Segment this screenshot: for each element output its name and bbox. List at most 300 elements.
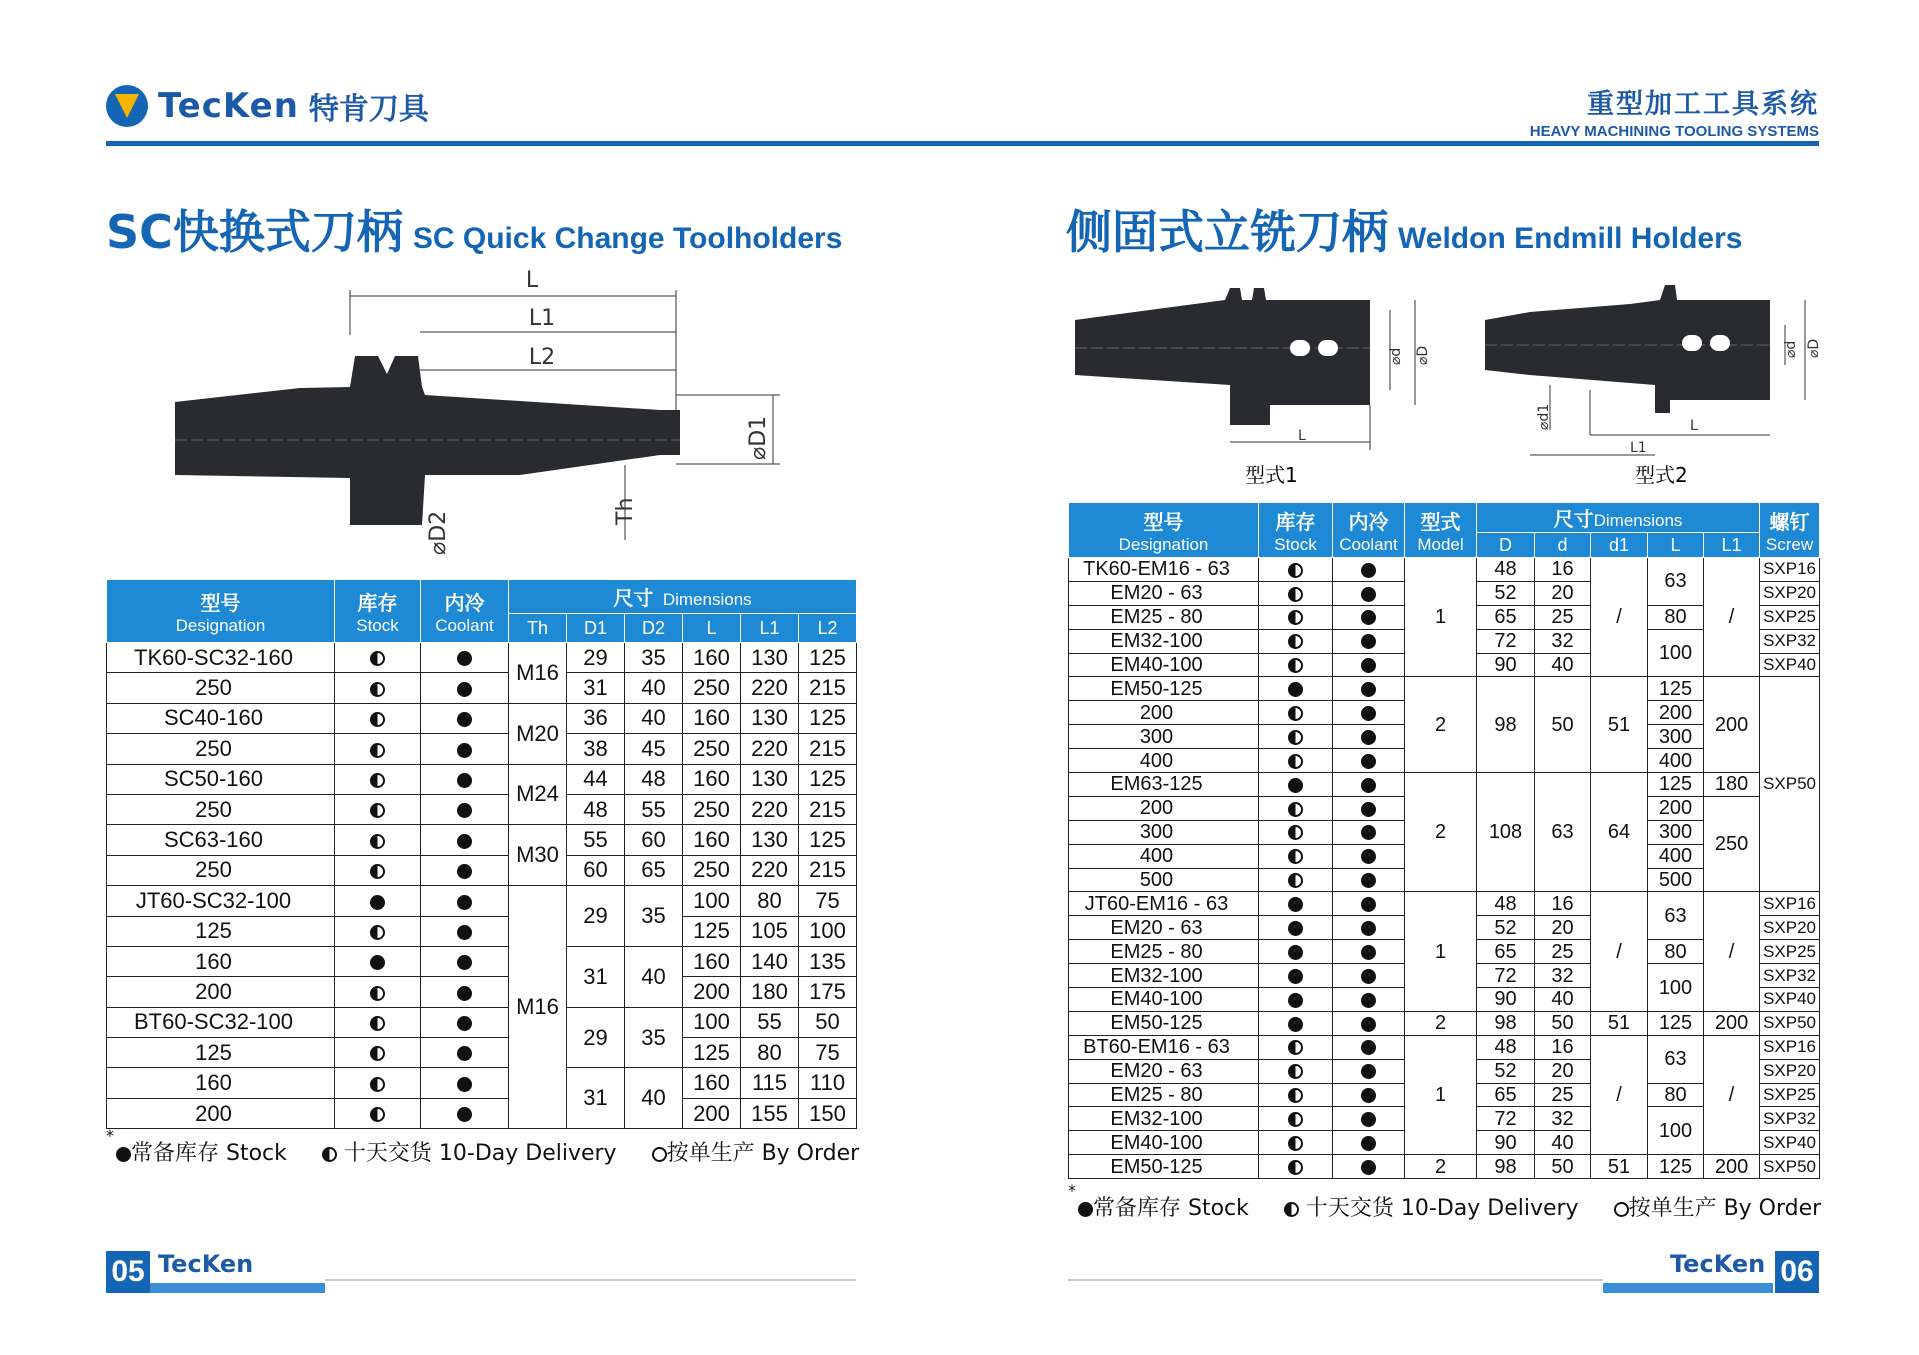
coolant-cell (421, 734, 509, 764)
stock-symbol-icon (1361, 1064, 1376, 1079)
stock-symbol-icon (1361, 921, 1376, 936)
l-cell: 160 (683, 825, 741, 855)
coolant-cell (1333, 940, 1405, 964)
footer-brand-left: TecKen (158, 1250, 254, 1278)
stock-symbol-icon (1288, 778, 1303, 793)
stock-cell (1259, 1131, 1333, 1155)
L1-cell: 200 (1704, 1155, 1760, 1179)
d-cell: 32 (1535, 1107, 1591, 1131)
col-th: Th (509, 614, 567, 643)
stock-cell (1259, 725, 1333, 749)
D-cell: 48 (1477, 1035, 1535, 1059)
L-cell: 100 (1648, 964, 1704, 1012)
stock-cell (1259, 892, 1333, 916)
d-cell: 16 (1535, 558, 1591, 582)
stock-cell (335, 673, 421, 703)
table-row (107, 977, 857, 1007)
D-cell: 98 (1477, 1155, 1535, 1179)
d-cell: 50 (1535, 677, 1591, 773)
stock-cell (1259, 581, 1333, 605)
stock-symbol-icon (1361, 849, 1376, 864)
D-cell: 72 (1477, 629, 1535, 653)
model-cell: 1 (1405, 558, 1477, 677)
stock-cell (1259, 605, 1333, 629)
L-cell: 125 (1648, 677, 1704, 701)
catalog-heading-cn: 重型加工工具系统 (1587, 89, 1819, 120)
ten-day-symbol-icon (370, 773, 385, 788)
table-row (1069, 892, 1820, 916)
D-cell: 65 (1477, 605, 1535, 629)
stock-symbol-icon (457, 1107, 472, 1122)
coolant-cell (1333, 844, 1405, 868)
stock-cell (1259, 1107, 1333, 1131)
table-row (107, 643, 857, 673)
th-cell: M16 (509, 643, 567, 704)
stock-symbol-icon (457, 1077, 472, 1092)
table-row (107, 916, 857, 946)
sc-toolholder-table (106, 579, 857, 1129)
designation-cell: EM50-125 (1069, 677, 1259, 701)
coolant-cell (1333, 1035, 1405, 1059)
l2-cell: 215 (799, 734, 857, 764)
designation-cell: 300 (1069, 820, 1259, 844)
coolant-cell (1333, 1131, 1405, 1155)
D-cell: 48 (1477, 892, 1535, 916)
dim-label-L: L (525, 268, 539, 293)
designation-cell: EM40-100 (1069, 653, 1259, 677)
ten-day-symbol-icon (370, 743, 385, 758)
coolant-cell (1333, 629, 1405, 653)
ten-day-symbol-icon (370, 1107, 385, 1122)
d-cell: 25 (1535, 940, 1591, 964)
l-cell: 200 (683, 1098, 741, 1128)
screw-cell: SXP20 (1760, 581, 1820, 605)
stock-symbol-icon (457, 1016, 472, 1031)
r-col-D: D (1477, 533, 1535, 558)
stock-symbol-icon (457, 895, 472, 910)
r-col-stock: 库存 Stock (1259, 503, 1333, 558)
footer-line-left (325, 1279, 856, 1281)
ten-day-symbol-icon (1288, 802, 1303, 817)
stock-cell (1259, 1155, 1333, 1179)
l1-cell: 80 (741, 886, 799, 916)
d2-cell: 48 (625, 764, 683, 794)
ten-day-symbol-icon (1288, 1088, 1303, 1103)
stock-cell (335, 886, 421, 916)
ten-day-symbol-icon (322, 1147, 337, 1162)
stock-cell (1259, 820, 1333, 844)
L-cell: 125 (1648, 773, 1704, 797)
l-cell: 250 (683, 734, 741, 764)
D-cell: 98 (1477, 1011, 1535, 1035)
stock-symbol-icon (1361, 993, 1376, 1008)
ten-day-symbol-icon (370, 712, 385, 727)
table-row (107, 673, 857, 703)
stock-cell (1259, 916, 1333, 940)
header-rule (106, 141, 1819, 146)
designation-cell: 250 (107, 855, 335, 885)
footer-bar-right (1603, 1283, 1773, 1293)
stock-symbol-icon (1361, 658, 1376, 673)
d-cell: 40 (1535, 653, 1591, 677)
stock-symbol-icon (370, 955, 385, 970)
screw-cell: SXP25 (1760, 940, 1820, 964)
L-cell: 100 (1648, 629, 1704, 677)
designation-cell: 250 (107, 794, 335, 824)
designation-cell: EM63-125 (1069, 773, 1259, 797)
coolant-cell (1333, 725, 1405, 749)
designation-cell: BT60-SC32-100 (107, 1007, 335, 1037)
d1-cell: 29 (567, 643, 625, 673)
designation-cell: 250 (107, 734, 335, 764)
left-title-cn: SC快换式刀柄 (106, 205, 403, 259)
table-row (1069, 677, 1820, 701)
coolant-cell (421, 886, 509, 916)
stock-symbol-icon (1361, 754, 1376, 769)
stock-symbol-icon (457, 773, 472, 788)
d1-cell: 51 (1591, 1155, 1648, 1179)
stock-symbol-icon (457, 986, 472, 1001)
l2-cell: 215 (799, 794, 857, 824)
stock-cell (335, 1068, 421, 1098)
ten-day-symbol-icon (1288, 1064, 1303, 1079)
coolant-cell (1333, 796, 1405, 820)
ten-day-symbol-icon (1288, 730, 1303, 745)
stock-cell (335, 643, 421, 673)
weldon-type1-body (1075, 288, 1370, 425)
screw-cell: SXP16 (1760, 1035, 1820, 1059)
screw-cell: SXP50 (1760, 1155, 1820, 1179)
weldon-holder-diagrams (1070, 280, 1820, 490)
stock-symbol-icon (1361, 610, 1376, 625)
dim-label-D2: ⌀D2 (426, 510, 451, 555)
r-col-dimensions: 尺寸Dimensions (1477, 503, 1760, 533)
coolant-cell (1333, 558, 1405, 582)
D-cell: 72 (1477, 1107, 1535, 1131)
d1-cell: 31 (567, 946, 625, 1007)
stock-symbol-icon (1361, 1017, 1376, 1032)
designation-cell: JT60-SC32-100 (107, 886, 335, 916)
d2-cell: 40 (625, 1068, 683, 1129)
t2-label-L1: L1 (1630, 440, 1647, 456)
l-cell: 250 (683, 855, 741, 885)
designation-cell: EM50-125 (1069, 1011, 1259, 1035)
L1-cell: 200 (1704, 677, 1760, 773)
screw-cell: SXP16 (1760, 558, 1820, 582)
L-cell: 80 (1648, 605, 1704, 629)
stock-symbol-icon (457, 834, 472, 849)
l1-cell: 80 (741, 1038, 799, 1068)
coolant-cell (1333, 892, 1405, 916)
t2-label-d: ⌀d (1783, 340, 1799, 358)
l2-cell: 175 (799, 977, 857, 1007)
ten-day-symbol-icon (370, 803, 385, 818)
stock-cell (335, 855, 421, 885)
stock-cell (1259, 940, 1333, 964)
stock-symbol-icon (1361, 1160, 1376, 1175)
L-cell: 200 (1648, 701, 1704, 725)
stock-symbol-icon (1361, 897, 1376, 912)
screw-cell: SXP50 (1760, 1011, 1820, 1035)
ten-day-symbol-icon (370, 1016, 385, 1031)
l-cell: 160 (683, 946, 741, 976)
ten-day-symbol-icon (370, 682, 385, 697)
designation-cell: EM32-100 (1069, 964, 1259, 988)
table-row (1069, 558, 1820, 582)
coolant-cell (421, 673, 509, 703)
stock-cell (1259, 1083, 1333, 1107)
screw-cell: SXP50 (1760, 677, 1820, 892)
stock-symbol-icon (116, 1147, 131, 1162)
coolant-cell (421, 794, 509, 824)
L1-cell: 250 (1704, 796, 1760, 892)
coolant-cell (1333, 1059, 1405, 1083)
table-row (1069, 1011, 1820, 1035)
L1-cell: 200 (1704, 1011, 1760, 1035)
d1-cell: 29 (567, 1007, 625, 1068)
stock-symbol-icon (457, 925, 472, 940)
L1-cell: / (1704, 1035, 1760, 1154)
designation-cell: EM40-100 (1069, 988, 1259, 1012)
D-cell: 52 (1477, 916, 1535, 940)
stock-symbol-icon (1361, 945, 1376, 960)
footer-brand-right: TecKen (1670, 1250, 1766, 1278)
d-cell: 20 (1535, 581, 1591, 605)
stock-symbol-icon (457, 682, 472, 697)
l1-cell: 180 (741, 977, 799, 1007)
col-d1: D1 (567, 614, 625, 643)
l1-cell: 130 (741, 764, 799, 794)
designation-cell: 300 (1069, 725, 1259, 749)
designation-cell: SC50-160 (107, 764, 335, 794)
l-cell: 100 (683, 886, 741, 916)
coolant-cell (421, 855, 509, 885)
D-cell: 52 (1477, 1059, 1535, 1083)
d1-cell: 36 (567, 703, 625, 733)
coolant-cell (1333, 773, 1405, 797)
t1-label-D: ⌀D (1415, 345, 1431, 365)
stock-symbol-icon (1361, 1040, 1376, 1055)
screw-cell: SXP32 (1760, 1107, 1820, 1131)
l1-cell: 220 (741, 673, 799, 703)
stock-symbol-icon (457, 712, 472, 727)
L-cell: 400 (1648, 749, 1704, 773)
table-row (107, 703, 857, 733)
d2-cell: 40 (625, 703, 683, 733)
ten-day-symbol-icon (370, 986, 385, 1001)
d-cell: 32 (1535, 629, 1591, 653)
stock-symbol-icon (1288, 1017, 1303, 1032)
right-title-cn: 侧固式立铣刀柄 (1066, 205, 1388, 259)
l-cell: 100 (683, 1007, 741, 1037)
coolant-cell (1333, 653, 1405, 677)
l1-cell: 130 (741, 825, 799, 855)
designation-cell: 200 (107, 977, 335, 1007)
stock-symbol-icon (457, 1046, 472, 1061)
col-dimensions: 尺寸 Dimensions (509, 580, 857, 614)
stock-cell (335, 825, 421, 855)
col-l2: L2 (799, 614, 857, 643)
right-legend: * 常备库存 Stock 十天交货 10-Day Delivery 按单生产 By Order (1068, 1181, 1822, 1221)
L1-cell: / (1704, 558, 1760, 677)
stock-cell (1259, 796, 1333, 820)
d1-cell: 31 (567, 673, 625, 703)
d-cell: 40 (1535, 988, 1591, 1012)
d-cell: 50 (1535, 1155, 1591, 1179)
d-cell: 63 (1535, 773, 1591, 892)
r-col-d1: d1 (1591, 533, 1648, 558)
l-cell: 250 (683, 794, 741, 824)
col-d2: D2 (625, 614, 683, 643)
d1-cell: / (1591, 892, 1648, 1011)
stock-cell (1259, 558, 1333, 582)
order-symbol-icon (652, 1147, 667, 1162)
brand-logo (106, 84, 429, 128)
designation-cell: 125 (107, 1038, 335, 1068)
coolant-cell (421, 1007, 509, 1037)
d2-cell: 40 (625, 673, 683, 703)
stock-cell (335, 703, 421, 733)
r-col-L1: L1 (1704, 533, 1760, 558)
L-cell: 125 (1648, 1011, 1704, 1035)
model-cell: 2 (1405, 1011, 1477, 1035)
ten-day-symbol-icon (1288, 1136, 1303, 1151)
stock-cell (1259, 868, 1333, 892)
coolant-cell (1333, 605, 1405, 629)
catalog-heading (1530, 82, 1819, 140)
l2-cell: 125 (799, 703, 857, 733)
designation-cell: EM40-100 (1069, 1131, 1259, 1155)
coolant-cell (421, 916, 509, 946)
l2-cell: 100 (799, 916, 857, 946)
l-cell: 125 (683, 916, 741, 946)
coolant-cell (1333, 1107, 1405, 1131)
coolant-cell (421, 1068, 509, 1098)
stock-cell (335, 764, 421, 794)
l2-cell: 50 (799, 1007, 857, 1037)
designation-cell: 125 (107, 916, 335, 946)
L-cell: 100 (1648, 1107, 1704, 1155)
left-title-en: SC Quick Change Toolholders (412, 222, 843, 255)
ten-day-symbol-icon (370, 864, 385, 879)
screw-cell: SXP32 (1760, 629, 1820, 653)
ten-day-symbol-icon (370, 925, 385, 940)
coolant-cell (1333, 820, 1405, 844)
stock-symbol-icon (1361, 682, 1376, 697)
ten-day-symbol-icon (1288, 1112, 1303, 1127)
coolant-cell (1333, 988, 1405, 1012)
ten-day-symbol-icon (370, 1046, 385, 1061)
stock-cell (1259, 964, 1333, 988)
L-cell: 125 (1648, 1155, 1704, 1179)
footer-line-right (1068, 1279, 1603, 1281)
l-cell: 250 (683, 673, 741, 703)
d-cell: 16 (1535, 892, 1591, 916)
l1-cell: 220 (741, 855, 799, 885)
stock-symbol-icon (1361, 825, 1376, 840)
coolant-cell (1333, 701, 1405, 725)
ten-day-symbol-icon (1288, 825, 1303, 840)
L-cell: 63 (1648, 558, 1704, 606)
d1-cell: 51 (1591, 677, 1648, 773)
ten-day-symbol-icon (1284, 1202, 1299, 1217)
screw-cell: SXP20 (1760, 1059, 1820, 1083)
ten-day-symbol-icon (370, 1077, 385, 1092)
D-cell: 98 (1477, 677, 1535, 773)
d1-cell: / (1591, 1035, 1648, 1154)
dim-label-L1: L1 (528, 306, 556, 331)
d2-cell: 65 (625, 855, 683, 885)
stock-cell (335, 1007, 421, 1037)
table-row (107, 794, 857, 824)
stock-symbol-icon (457, 864, 472, 879)
order-symbol-icon (1614, 1202, 1629, 1217)
d1-cell: / (1591, 558, 1648, 677)
stock-symbol-icon (1078, 1202, 1093, 1217)
coolant-cell (421, 1038, 509, 1068)
stock-symbol-icon (1288, 921, 1303, 936)
designation-cell: JT60-EM16 - 63 (1069, 892, 1259, 916)
t2-label-L: L (1690, 418, 1698, 434)
designation-cell: EM20 - 63 (1069, 581, 1259, 605)
d2-cell: 35 (625, 1007, 683, 1068)
d1-cell: 29 (567, 886, 625, 947)
stock-symbol-icon (1288, 969, 1303, 984)
r-col-screw: 螺钉 Screw (1760, 503, 1820, 558)
D-cell: 108 (1477, 773, 1535, 892)
d2-cell: 40 (625, 946, 683, 1007)
stock-symbol-icon (457, 803, 472, 818)
L-cell: 300 (1648, 725, 1704, 749)
stock-cell (335, 734, 421, 764)
fig1-label: 型式1 (1245, 463, 1298, 487)
d-cell: 40 (1535, 1131, 1591, 1155)
left-legend: * 常备库存 Stock 十天交货 10-Day Delivery 按单生产 By Order (106, 1126, 860, 1166)
coolant-cell (1333, 1155, 1405, 1179)
designation-cell: TK60-SC32-160 (107, 643, 335, 673)
stock-symbol-icon (1361, 730, 1376, 745)
l2-cell: 125 (799, 764, 857, 794)
designation-cell: 200 (1069, 796, 1259, 820)
d-cell: 20 (1535, 916, 1591, 940)
designation-cell: 500 (1069, 868, 1259, 892)
L-cell: 80 (1648, 940, 1704, 964)
l1-cell: 130 (741, 643, 799, 673)
d2-cell: 45 (625, 734, 683, 764)
stock-cell (335, 794, 421, 824)
sc-toolholder-diagram (160, 260, 800, 560)
designation-cell: 200 (107, 1098, 335, 1128)
l-cell: 160 (683, 764, 741, 794)
stock-cell (1259, 629, 1333, 653)
d1-cell: 55 (567, 825, 625, 855)
D-cell: 90 (1477, 653, 1535, 677)
t1-label-L: L (1298, 428, 1306, 444)
coolant-cell (1333, 677, 1405, 701)
designation-cell: EM32-100 (1069, 1107, 1259, 1131)
L1-cell: / (1704, 892, 1760, 1011)
d2-cell: 35 (625, 886, 683, 947)
stock-symbol-icon (1361, 587, 1376, 602)
stock-symbol-icon (1361, 802, 1376, 817)
d-cell: 25 (1535, 1083, 1591, 1107)
l1-cell: 155 (741, 1098, 799, 1128)
table-row (1069, 1155, 1820, 1179)
l1-cell: 220 (741, 734, 799, 764)
designation-cell: SC40-160 (107, 703, 335, 733)
ten-day-symbol-icon (1288, 634, 1303, 649)
designation-cell: 160 (107, 946, 335, 976)
